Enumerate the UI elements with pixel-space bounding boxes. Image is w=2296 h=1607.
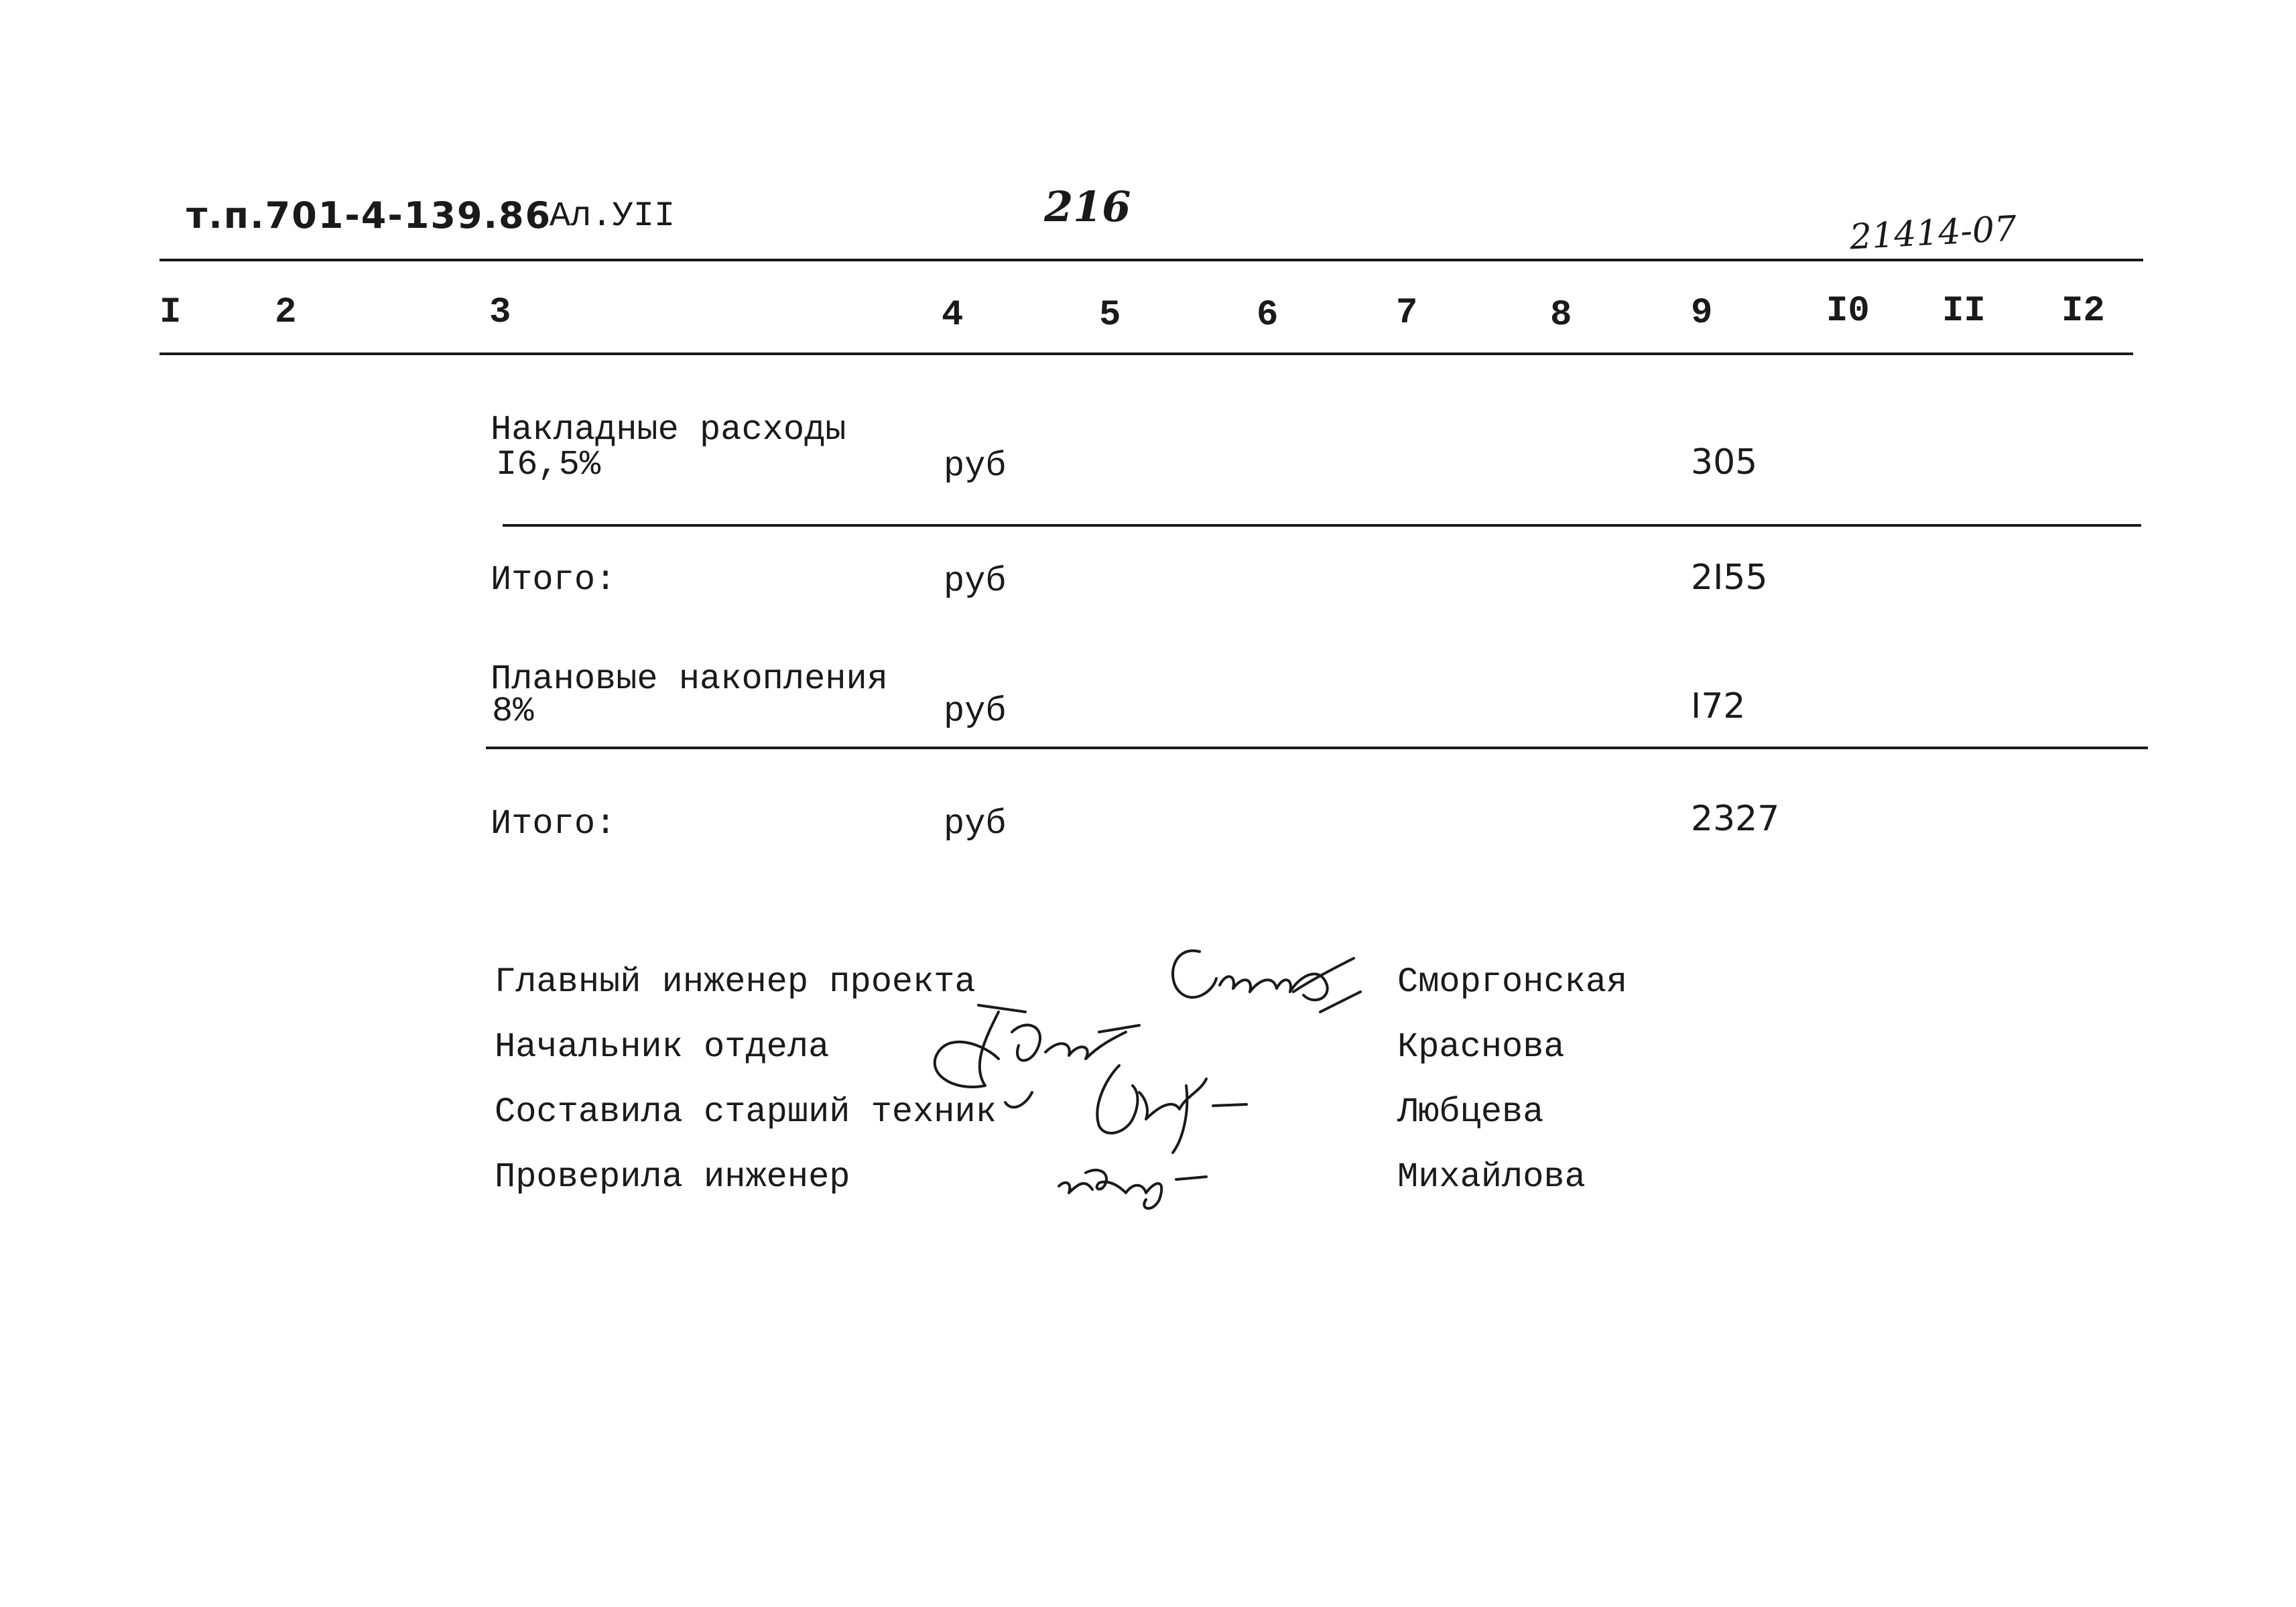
column-number-10: I0 [1826, 291, 1870, 332]
inventory-number: 21414-07 [1848, 208, 2018, 258]
page-number: 216 [1044, 182, 1131, 231]
column-number-8: 8 [1550, 295, 1572, 336]
handwritten-signature-senior-technician [1072, 1052, 1260, 1159]
column-number-5: 5 [1099, 295, 1121, 336]
column-number-12: I2 [2061, 291, 2105, 332]
row-subtotal-1-unit: руб [944, 562, 1007, 601]
row-subtotal-1-label: Итого: [491, 560, 617, 600]
signature-role-senior-technician: Составила старший техник [495, 1092, 997, 1132]
column-number-7: 7 [1396, 293, 1418, 334]
signature-name-senior-technician: Любцева [1397, 1092, 1544, 1132]
row-overhead-value: 305 [1691, 442, 1758, 483]
row-planned-savings-label: Плановые накопления [491, 659, 888, 699]
row-subtotal-2-unit: руб [944, 804, 1007, 844]
document-code: т.п.701-4-139.86 [186, 194, 552, 237]
signature-name-checking-engineer: Михайлова [1397, 1157, 1586, 1197]
signature-role-checking-engineer: Проверила инженер [495, 1157, 850, 1197]
signature-name-chief-engineer: Сморгонская [1397, 962, 1628, 1002]
column-number-2: 2 [275, 292, 297, 333]
row-divider-2 [486, 747, 2148, 749]
column-number-9: 9 [1691, 293, 1713, 334]
row-planned-savings-value: I72 [1691, 686, 1746, 726]
signature-role-department-head: Начальник отдела [495, 1027, 830, 1067]
row-subtotal-1-value: 2I55 [1691, 558, 1768, 598]
signature-role-chief-engineer: Главный инженер проекта [495, 962, 976, 1002]
row-overhead-label: Накладные расходы [491, 410, 846, 450]
row-subtotal-2-label: Итого: [491, 804, 617, 844]
album-label: Ал.УII [550, 196, 676, 236]
row-planned-savings-unit: руб [944, 692, 1007, 731]
row-divider-1 [503, 524, 2141, 527]
column-number-4: 4 [942, 295, 964, 336]
row-subtotal-2-value: 2327 [1691, 799, 1780, 839]
table-header-bottom-rule [160, 352, 2133, 355]
column-number-6: 6 [1257, 295, 1279, 336]
table-top-rule [160, 259, 2143, 261]
signature-name-department-head: Краснова [1397, 1027, 1565, 1067]
row-overhead-unit: руб [944, 446, 1007, 486]
column-number-11: II [1942, 291, 1986, 332]
column-number-1: I [160, 292, 182, 333]
row-planned-savings-percent: 8% [492, 692, 534, 731]
row-overhead-percent: I6,5% [496, 445, 601, 485]
column-number-3: 3 [489, 292, 511, 333]
handwritten-signature-checking-engineer [1045, 1153, 1233, 1220]
